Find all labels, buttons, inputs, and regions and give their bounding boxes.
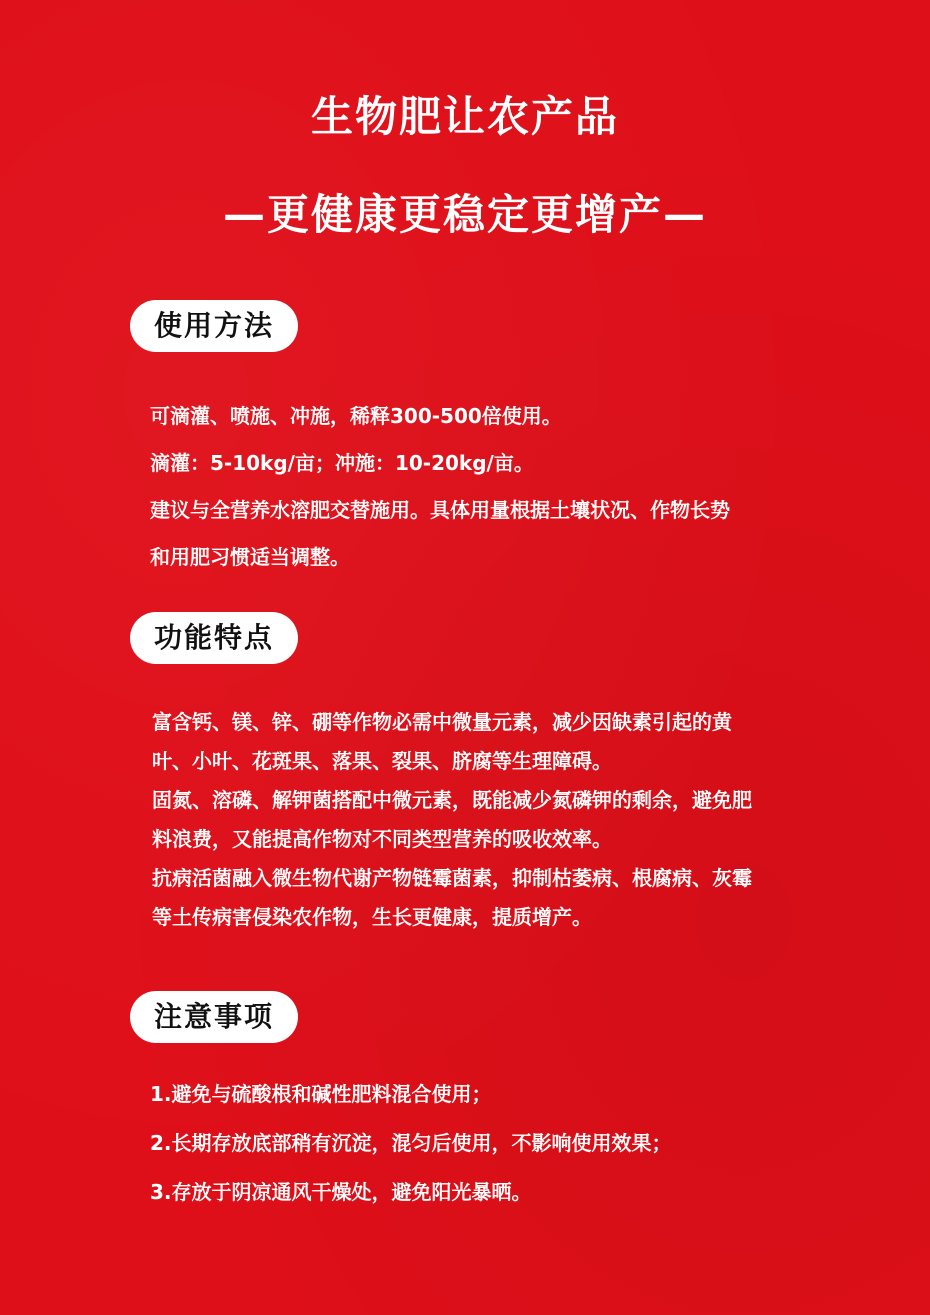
features-line: 固氮、溶磷、解钾菌搭配中微元素，既能减少氮磷钾的剩余，避免肥 (152, 788, 752, 812)
section-title-usage: 使用方法 (130, 300, 298, 352)
features-line: 料浪费，又能提高作物对不同类型营养的吸收效率。 (152, 827, 612, 851)
features-line: 富含钙、镁、锌、硼等作物必需中微量元素，减少因缺素引起的黄 (152, 710, 732, 734)
usage-text (150, 393, 810, 581)
usage-line: 建议与全营养水溶肥交替施用。具体用量根据土壤状况、作物长势 (150, 498, 730, 522)
headline-title: 生物肥让农产品 (310, 92, 619, 141)
notes-line: 1.避免与硫酸根和碱性肥料混合使用； (150, 1082, 492, 1106)
features-text (152, 703, 812, 937)
usage-line: 滴灌：5-10kg/亩；冲施：10-20kg/亩。 (150, 451, 534, 475)
features-line: 叶、小叶、花斑果、落果、裂果、脐腐等生理障碍。 (152, 749, 612, 773)
section-title-notes: 注意事项 (130, 991, 298, 1043)
section-title-features: 功能特点 (130, 612, 298, 664)
usage-line: 和用肥习惯适当调整。 (150, 545, 350, 569)
headline-subtitle: —更健康更稳定更增产— (222, 190, 707, 239)
features-line: 等土传病害侵染农作物，生长更健康，提质增产。 (152, 905, 592, 929)
usage-line: 可滴灌、喷施、冲施，稀释300-500倍使用。 (150, 404, 562, 428)
features-line: 抗病活菌融入微生物代谢产物链霉菌素，抑制枯萎病、根腐病、灰霉 (152, 866, 752, 890)
notes-line: 3.存放于阴凉通风干燥处，避免阳光暴晒。 (150, 1180, 532, 1204)
notes-line: 2.长期存放底部稍有沉淀，混匀后使用，不影响使用效果； (150, 1131, 672, 1155)
notes-text (150, 1070, 810, 1217)
